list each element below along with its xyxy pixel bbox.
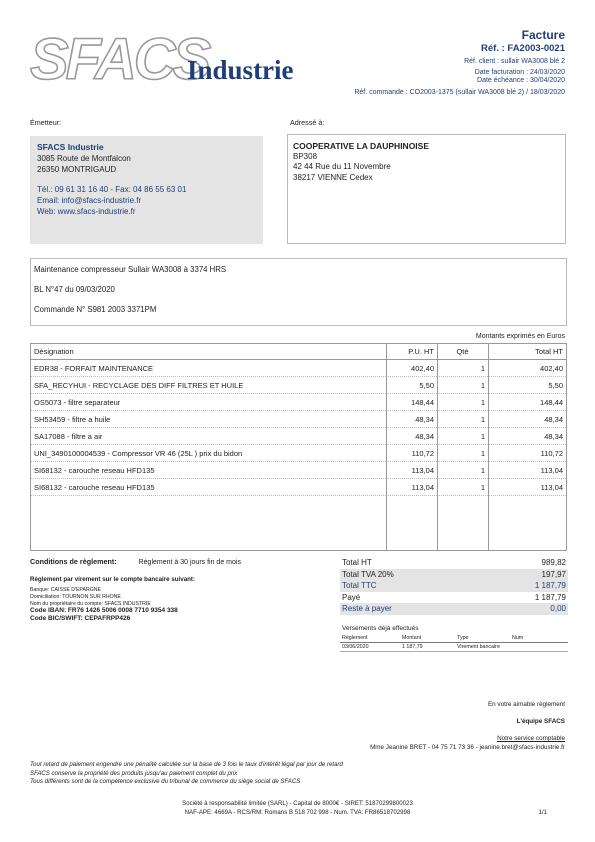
- currency-note: Montants exprimés en Euros: [475, 333, 565, 340]
- total-ttc-label: Total TTC: [342, 581, 377, 590]
- row-quantity: 1: [437, 428, 488, 445]
- paid-value: 1 187,79: [534, 592, 566, 602]
- footnote-line-3: Tous différents sont de la compétence exclusive du tribunal de commerce du siège social de SFACS: [30, 778, 301, 785]
- remaining-value: 0,00: [550, 604, 566, 613]
- payment-date: 03/06/2020: [340, 642, 400, 651]
- emitter-label: Émetteur:: [30, 118, 62, 127]
- invoice-reference: Réf. : FA2003-0021: [481, 43, 565, 54]
- bank-domiciliation: Domiciliation: TOURNON SUR RHONE: [30, 593, 121, 600]
- bank-bic: Code BIC/SWIFT: CEPAFRPP426: [30, 615, 131, 623]
- recipient-name: COOPERATIVE LA DAUPHINOISE: [293, 141, 430, 151]
- table-header-row: [31, 344, 566, 360]
- row-total: 148,44: [488, 394, 566, 411]
- row-unit-price: 5,50: [386, 377, 437, 394]
- emitter-web[interactable]: Web: www.sfacs-industrie.fr: [37, 207, 136, 216]
- payments-header-date: Règlement: [340, 634, 400, 642]
- signature-team: L'équipe SFACS: [516, 718, 565, 725]
- table-row: [31, 360, 566, 377]
- remaining-row: [340, 603, 568, 615]
- emitter-box: [30, 136, 263, 244]
- row-designation: SI68132 - carouche reseau HFD135: [31, 479, 386, 496]
- payment-num: [510, 642, 568, 651]
- page-number: 1/1: [538, 809, 547, 816]
- page-footer: [0, 799, 595, 817]
- payment-conditions: [30, 557, 241, 566]
- conditions-value: Règlement à 30 jours fin de mois: [138, 559, 241, 566]
- row-unit-price: 48,34: [386, 411, 437, 428]
- payments-title: Versements déjà effectués: [342, 625, 419, 632]
- legal-footnotes: [30, 761, 343, 787]
- row-total: 113,04: [488, 479, 566, 496]
- total-ht-label: Total HT: [342, 558, 372, 567]
- emitter-phone: Tél.: 09 61 31 16 40 - Fax: 04 86 55 63 01: [37, 185, 187, 194]
- footer-line-1: Société à responsabilité limitée (SARL) - Capital de 8000€ - SIRET: 51870299800023: [182, 800, 413, 807]
- payments-header-amount: Montant: [400, 634, 455, 642]
- description-line-3: Commande N° S981 2003 3371PM: [34, 305, 157, 314]
- row-unit-price: 48,34: [386, 428, 437, 445]
- payments-row: [340, 642, 568, 651]
- recipient-label: Adressé à:: [290, 118, 325, 127]
- header-quantity: Qté: [437, 344, 488, 360]
- header-designation: Désignation: [31, 344, 386, 360]
- row-unit-price: 113,04: [386, 462, 437, 479]
- row-total: 48,34: [488, 411, 566, 428]
- header-total: Total HT: [488, 344, 566, 360]
- signature-service: Notre service comptable: [497, 735, 565, 742]
- total-ht-row: [340, 557, 568, 569]
- row-designation: SFA_RECYHUI - RECYCLAGE DES DIFF FILTRES ET HUILE: [31, 377, 386, 394]
- row-designation: OS5073 - filtre separateur: [31, 394, 386, 411]
- signature-greeting: En votre aimable règlement: [487, 701, 565, 708]
- row-unit-price: 402,40: [386, 360, 437, 377]
- signature-contact: Mme Jeanine BRET - 04 75 71 73 36 - jeanine.bret@sfacs-industrie.fr: [370, 744, 565, 751]
- row-unit-price: 113,04: [386, 479, 437, 496]
- row-quantity: 1: [437, 394, 488, 411]
- bank-account-owner: Nom du propriétaire du compte: SFACS INDUSTRIE: [30, 600, 151, 607]
- footnote-line-2: SFACS conserve la propriété des produits jusqu'au paiement complet du prix: [30, 769, 238, 777]
- total-tva-row: [340, 569, 568, 581]
- remaining-label: Reste à payer: [342, 604, 392, 613]
- logo-subtitle: Industrie: [187, 55, 294, 85]
- client-reference: Réf. client : sullair WA3008 blé 2: [464, 58, 565, 65]
- table-row: [31, 479, 566, 496]
- total-tva-value: 197,97: [541, 569, 566, 579]
- table-row: [31, 411, 566, 428]
- row-total: 48,34: [488, 428, 566, 445]
- bank-transfer-title: Règlement par virement sur le compte bancaire suivant:: [30, 576, 196, 583]
- description-line-2: BL N°47 du 09/03/2020: [34, 285, 115, 294]
- paid-row: [340, 592, 568, 604]
- footer-line-2: NAF-APE: 4669A - RCS/RM: Romans B 518 702 998 - Num. TVA: FR86518702998: [184, 809, 411, 816]
- row-designation: EDR38 - FORFAIT MAINTENANCE: [31, 360, 386, 377]
- payment-type: Virement bancaire: [455, 642, 510, 651]
- row-total: 113,04: [488, 462, 566, 479]
- total-tva-label: Total TVA 20%: [342, 569, 394, 579]
- table-row: [31, 428, 566, 445]
- footnote-line-1: Tout retard de paiement engendre une pénalité calculée sur la base de 3 fois le taux d'intérêt légal par jour de retard: [30, 761, 343, 768]
- total-ttc-row: [340, 580, 568, 592]
- emitter-address-1: 3085 Route de Montfalcon: [37, 154, 131, 163]
- row-designation: UNI_3490100004539 - Compressor VR 46 (25L ) prix du bidon: [31, 445, 386, 462]
- table-row: [31, 445, 566, 462]
- recipient-address-2: 42 44 Rue du 11 Novembre: [293, 162, 391, 171]
- recipient-address-1: BP308: [293, 151, 318, 161]
- emitter-address-2: 26350 MONTRIGAUD: [37, 165, 117, 174]
- description-line-1: Maintenance compresseur Sullair WA3008 à 3374 HRS: [34, 265, 227, 274]
- bank-name: Banque: CAISSE D'EPARGNE: [30, 587, 101, 593]
- row-designation: SH53459 - filtre a huile: [31, 411, 386, 428]
- header-unit-price: P.U. HT: [386, 344, 437, 360]
- logo-brand: SFACS: [30, 27, 209, 92]
- emitter-email[interactable]: Email: info@sfacs-industrie.fr: [37, 196, 142, 205]
- payments-header-num: Num: [510, 634, 568, 642]
- company-logo: [30, 27, 320, 92]
- row-quantity: 1: [437, 360, 488, 377]
- row-designation: SA17088 - filtre a air: [31, 428, 386, 445]
- invoice-description: [30, 258, 567, 326]
- bank-details: [30, 587, 178, 623]
- row-total: 110,72: [488, 445, 566, 462]
- emitter-name: SFACS Industrie: [37, 142, 104, 152]
- row-quantity: 1: [437, 479, 488, 496]
- bank-iban: Code IBAN: FR76 1426 5006 0008 7710 9354 338: [30, 607, 178, 615]
- row-quantity: 1: [437, 462, 488, 479]
- order-reference: Réf. commande : CO2003-1375 (sullair WA3008 blé 2) / 18/03/2020: [354, 89, 565, 96]
- row-quantity: 1: [437, 445, 488, 462]
- row-unit-price: 110,72: [386, 445, 437, 462]
- items-table: [30, 343, 567, 551]
- payments-table: [340, 634, 568, 652]
- recipient-box: [287, 134, 566, 244]
- paid-label: Payé: [342, 592, 361, 602]
- table-row: [31, 377, 566, 394]
- payments-header-type: Type: [455, 634, 510, 642]
- total-ttc-value: 1 187,79: [534, 581, 566, 590]
- due-date: Date échéance : 30/04/2020: [477, 77, 565, 84]
- row-designation: SI68132 - carouche reseau HFD135: [31, 462, 386, 479]
- payments-header-row: [340, 634, 568, 642]
- conditions-label: Conditions de règlement:: [30, 557, 117, 566]
- row-quantity: 1: [437, 377, 488, 394]
- row-quantity: 1: [437, 411, 488, 428]
- invoice-date: Date facturation : 24/03/2020: [474, 69, 565, 76]
- total-ht-value: 989,82: [541, 558, 566, 567]
- totals-box: [340, 557, 568, 615]
- recipient-address-3: 38217 VIENNE Cedex: [293, 172, 373, 182]
- document-title: Facture: [521, 28, 565, 42]
- table-row: [31, 462, 566, 479]
- row-unit-price: 148,44: [386, 394, 437, 411]
- row-total: 5,50: [488, 377, 566, 394]
- row-total: 402,40: [488, 360, 566, 377]
- payment-amount: 1 187,79: [400, 642, 455, 651]
- table-row: [31, 394, 566, 411]
